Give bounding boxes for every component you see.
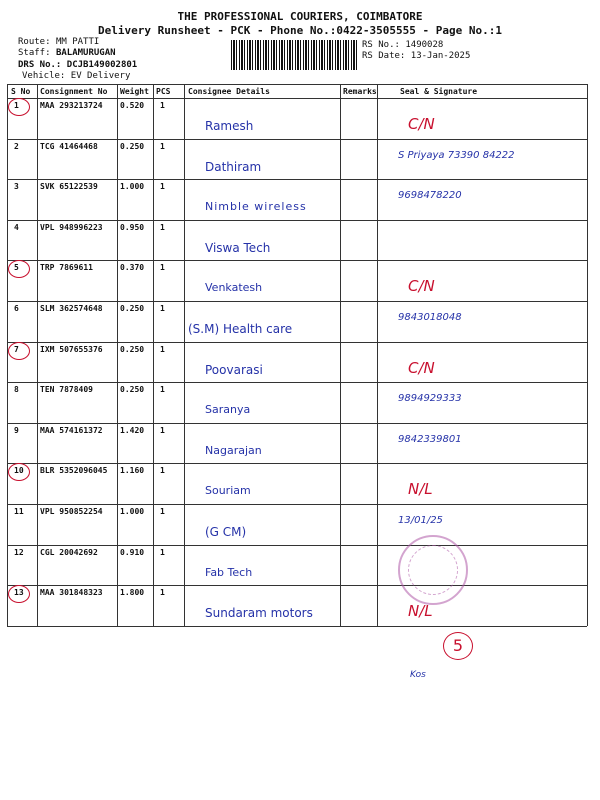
column-header-0: S No	[11, 87, 31, 96]
serial-number: 2	[14, 141, 19, 151]
consignee-name: Saranya	[205, 403, 251, 417]
row-border	[7, 382, 587, 383]
row-border	[7, 301, 587, 302]
signature: 9698478220	[398, 190, 462, 202]
consignee-name: Venkatesh	[205, 281, 263, 295]
company-seal-stamp	[398, 535, 468, 605]
row-border	[7, 585, 587, 586]
consignment-number: MAA 301848323	[40, 588, 103, 598]
signature: 9842339801	[398, 433, 462, 445]
serial-number: 13	[14, 588, 24, 598]
pieces-count: 1	[160, 344, 165, 354]
pieces-count: 1	[160, 101, 165, 110]
serial-circle-mark	[8, 260, 30, 278]
weight-value: 0.250	[120, 385, 145, 395]
serial-circle-mark	[8, 98, 30, 116]
signature: C/N	[408, 277, 435, 296]
header-bottom-border	[7, 98, 587, 99]
rs-date: RS Date: 13-Jan-2025	[362, 51, 471, 61]
weight-value: 0.520	[120, 101, 145, 110]
weight-value: 1.000	[120, 507, 145, 516]
consignee-name: Sundaram motors	[205, 606, 313, 621]
signature: S Priyaya 73390 84222	[398, 149, 515, 161]
signature: 9894929333	[398, 393, 462, 405]
signature: C/N	[408, 115, 435, 133]
weight-value: 0.250	[120, 141, 145, 151]
company-title: THE PROFESSIONAL COURIERS, COIMBATORE	[177, 10, 423, 23]
column-header-5: Remarks	[343, 87, 377, 96]
consignment-number: BLR 5352096045	[40, 466, 108, 476]
pieces-count: 1	[160, 304, 165, 313]
consignment-number: MAA 574161372	[40, 425, 103, 435]
serial-number: 10	[14, 466, 24, 476]
signature: 9843018048	[398, 312, 462, 323]
consignment-number: SVK 65122539	[40, 182, 98, 192]
route-line: Route: MM PATTI	[18, 37, 100, 47]
row-border	[7, 545, 587, 546]
column-border	[37, 84, 38, 626]
weight-value: 1.420	[120, 425, 145, 435]
row-border	[7, 423, 587, 424]
serial-circle-mark	[8, 463, 30, 481]
pieces-count: 1	[160, 385, 165, 395]
column-border	[7, 84, 8, 626]
weight-value: 0.950	[120, 222, 145, 232]
consignment-number: CGL 20042692	[40, 547, 98, 557]
serial-number: 4	[14, 222, 19, 232]
pieces-count: 1	[160, 141, 165, 151]
pieces-count: 1	[160, 182, 165, 192]
serial-number: 3	[14, 182, 19, 192]
column-border	[587, 84, 588, 626]
consignee-name: Dathiram	[205, 159, 262, 174]
signature: N/L	[408, 480, 433, 499]
weight-value: 0.250	[120, 304, 145, 313]
pieces-count: 1	[160, 425, 165, 435]
total-count: 5	[443, 632, 473, 660]
rs-no: RS No.: 1490028	[362, 40, 444, 50]
serial-number: 12	[14, 547, 24, 557]
column-border	[340, 84, 341, 626]
pieces-count: 1	[160, 547, 165, 557]
signature: C/N	[408, 358, 435, 377]
serial-number: 1	[14, 101, 19, 110]
serial-number: 7	[14, 344, 19, 354]
consignee-name: Viswa Tech	[205, 240, 271, 255]
serial-number: 8	[14, 385, 19, 395]
column-header-1: Consignment No	[40, 87, 108, 96]
consignee-name: Poovarasi	[205, 362, 263, 377]
weight-value: 0.910	[120, 547, 145, 557]
drs-line: DRS No.: DCJB149002801	[18, 60, 138, 70]
serial-number: 6	[14, 304, 19, 313]
consignment-number: TEN 7878409	[40, 385, 93, 395]
barcode	[231, 40, 357, 70]
column-header-3: PCS	[156, 87, 171, 96]
column-border	[117, 84, 118, 626]
consignee-name: Ramesh	[205, 119, 254, 133]
serial-number: 9	[14, 425, 19, 435]
consignee-name: (S.M) Health care	[188, 322, 293, 336]
consignment-number: TCG 41464468	[40, 141, 98, 151]
pieces-count: 1	[160, 263, 165, 273]
column-border	[184, 84, 185, 626]
row-border	[7, 179, 587, 180]
consignee-name: Nimble wireless	[205, 200, 307, 214]
pieces-count: 1	[160, 466, 165, 476]
pieces-count: 1	[160, 588, 165, 598]
weight-value: 1.000	[120, 182, 145, 192]
consignment-number: SLM 362574648	[40, 304, 103, 313]
column-border	[377, 84, 378, 626]
consignment-number: MAA 293213724	[40, 101, 103, 110]
footer-initials: Kos	[410, 670, 426, 680]
row-border	[7, 626, 587, 627]
row-border	[7, 342, 587, 343]
consignee-name: Souriam	[205, 484, 251, 498]
serial-circle-mark	[8, 585, 30, 603]
weight-value: 1.160	[120, 466, 145, 476]
column-header-2: Weight	[120, 87, 149, 96]
weight-value: 0.370	[120, 263, 145, 273]
column-border	[153, 84, 154, 626]
row-border	[7, 139, 587, 140]
consignee-name: (G CM)	[205, 525, 247, 539]
row-border	[7, 260, 587, 261]
column-header-6: Seal & Signature	[400, 87, 478, 96]
column-header-4: Consignee Details	[188, 87, 270, 96]
consignee-name: Nagarajan	[205, 443, 262, 457]
runsheet-subtitle: Delivery Runsheet - PCK - Phone No.:0422-3505555 - Page No.:1	[98, 24, 502, 37]
pieces-count: 1	[160, 222, 165, 232]
row-border	[7, 463, 587, 464]
signature: 13/01/25	[398, 515, 443, 526]
serial-number: 5	[14, 263, 19, 273]
consignee-name: Fab Tech	[205, 565, 253, 579]
weight-value: 1.800	[120, 588, 145, 598]
signature: N/L	[408, 602, 433, 621]
consignment-number: TRP 7869611	[40, 263, 93, 273]
row-border	[7, 504, 587, 505]
serial-number: 11	[14, 507, 24, 516]
table-top-border	[7, 84, 587, 85]
consignment-number: VPL 950852254	[40, 507, 103, 516]
weight-value: 0.250	[120, 344, 145, 354]
row-border	[7, 220, 587, 221]
consignment-number: IXM 507655376	[40, 344, 103, 354]
vehicle-line: Vehicle: EV Delivery	[22, 71, 131, 81]
consignment-number: VPL 948996223	[40, 222, 103, 232]
pieces-count: 1	[160, 507, 165, 516]
serial-circle-mark	[8, 342, 30, 360]
staff-line: Staff: BALAMURUGAN	[18, 48, 116, 58]
